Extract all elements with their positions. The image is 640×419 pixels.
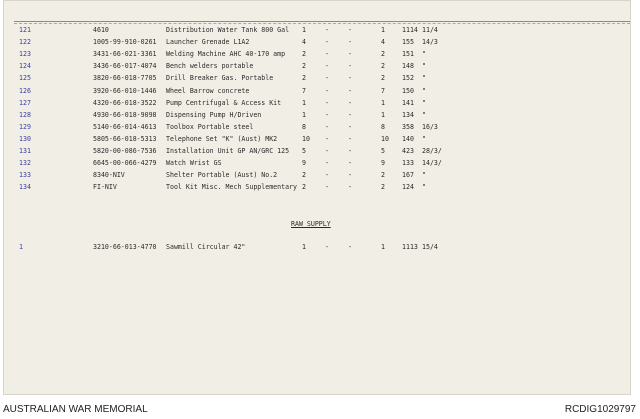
item-number: 121 <box>19 26 31 34</box>
dash-col-2: - <box>348 159 352 168</box>
table-row <box>4 134 632 145</box>
dash-col-2: - <box>348 62 352 71</box>
page-ref: 133 <box>402 159 414 168</box>
date-entry: 14/3 <box>422 38 438 47</box>
stock-number: 1005-99-910-0261 <box>93 38 157 47</box>
stock-number: FI-NIV <box>93 183 117 192</box>
table-row <box>4 122 632 133</box>
footer-record-id: RCDIG1029797 <box>564 404 636 415</box>
date-entry: 16/3 <box>422 122 438 131</box>
page-ref: 423 <box>402 147 414 155</box>
stock-number: 5820-00-086-7536 <box>93 147 157 155</box>
table-row <box>4 49 632 60</box>
page-ref: 152 <box>402 74 414 83</box>
dash-col-2: - <box>348 38 352 47</box>
date-entry: " <box>422 74 426 83</box>
page-ref: 358 <box>402 122 414 131</box>
item-number: 131 <box>19 147 31 155</box>
quantity-held: 1 <box>302 26 306 34</box>
quantity-held: 2 <box>302 74 306 83</box>
stock-number: 3820-66-018-7705 <box>93 74 157 83</box>
table-row <box>4 86 632 97</box>
item-description: Toolbox Portable steel <box>166 122 254 131</box>
quantity-held: 1 <box>302 243 306 251</box>
item-number: 126 <box>19 86 31 95</box>
dash-col-1: - <box>325 122 329 131</box>
page-ref: 134 <box>402 110 414 119</box>
item-description: Wheel Barrow concrete <box>166 86 250 95</box>
dash-col-2: - <box>348 74 352 83</box>
page-ref: 150 <box>402 86 414 95</box>
quantity-total: 7 <box>381 86 385 95</box>
table-row <box>4 146 632 157</box>
item-description: Distribution Water Tank 800 Gal <box>166 26 290 34</box>
dash-col-2: - <box>348 183 352 192</box>
table-row <box>4 73 632 84</box>
dash-col-2: - <box>348 134 352 143</box>
item-description: Shelter Portable (Aust) No.2 <box>166 171 278 180</box>
page-ref: 140 <box>402 134 414 143</box>
quantity-held: 5 <box>302 147 306 155</box>
item-number: 130 <box>19 134 31 143</box>
item-number: 122 <box>19 38 31 47</box>
quantity-total: 2 <box>381 50 385 59</box>
dash-col-1: - <box>325 50 329 59</box>
dash-col-2: - <box>348 171 352 180</box>
quantity-total: 9 <box>381 159 385 168</box>
dash-col-1: - <box>325 243 329 251</box>
date-entry: " <box>422 98 426 107</box>
date-entry: " <box>422 62 426 71</box>
quantity-total: 1 <box>381 26 385 34</box>
footer-institution: AUSTRALIAN WAR MEMORIAL <box>3 404 148 415</box>
quantity-held: 4 <box>302 38 306 47</box>
table-row <box>4 242 632 253</box>
dash-col-1: - <box>325 98 329 107</box>
page-ref: 167 <box>402 171 414 180</box>
section-title: RAW SUPPLY <box>291 220 331 228</box>
quantity-held: 2 <box>302 50 306 59</box>
item-number: 134 <box>19 183 31 192</box>
quantity-held: 8 <box>302 122 306 131</box>
quantity-total: 2 <box>381 74 385 83</box>
item-description: Pump Centrifugal & Access Kit <box>166 98 282 107</box>
dash-col-1: - <box>325 134 329 143</box>
item-number: 129 <box>19 122 31 131</box>
dash-col-2: - <box>348 26 352 34</box>
item-description: Drill Breaker Gas. Portable <box>166 74 274 83</box>
date-entry: " <box>422 183 426 192</box>
quantity-held: 9 <box>302 159 306 168</box>
table-row <box>4 61 632 72</box>
dash-col-1: - <box>325 171 329 180</box>
footer <box>0 402 640 419</box>
item-description: Dispensing Pump H/Driven <box>166 110 262 119</box>
quantity-total: 1 <box>381 243 385 251</box>
item-number: 133 <box>19 171 31 180</box>
dash-col-2: - <box>348 122 352 131</box>
document-page <box>3 0 631 395</box>
item-number: 124 <box>19 62 31 71</box>
quantity-total: 1 <box>381 110 385 119</box>
item-description: Launcher Grenade L1A2 <box>166 38 250 47</box>
item-description: Tool Kit Misc. Mech Supplementary <box>166 183 298 192</box>
dash-col-2: - <box>348 98 352 107</box>
quantity-total: 2 <box>381 171 385 180</box>
quantity-total: 8 <box>381 122 385 131</box>
quantity-held: 2 <box>302 171 306 180</box>
item-number: 125 <box>19 74 31 83</box>
table-row <box>4 182 632 193</box>
item-description: Installation Unit GP AN/GRC 125 <box>166 147 290 155</box>
header-dashed-rule <box>14 23 630 24</box>
item-description: Bench welders portable <box>166 62 254 71</box>
dash-col-2: - <box>348 243 352 251</box>
dash-col-1: - <box>325 159 329 168</box>
table-row <box>4 158 632 169</box>
date-entry: " <box>422 50 426 59</box>
table-row <box>4 37 632 48</box>
stock-number: 5805-66-018-5313 <box>93 134 157 143</box>
dash-col-1: - <box>325 183 329 192</box>
quantity-total: 4 <box>381 38 385 47</box>
quantity-held: 7 <box>302 86 306 95</box>
date-entry: " <box>422 171 426 180</box>
table-row <box>4 25 632 36</box>
stock-number: 6645-00-066-4279 <box>93 159 157 168</box>
page-ref: 148 <box>402 62 414 71</box>
stock-number: 5140-66-014-4613 <box>93 122 157 131</box>
stock-number: 3210-66-013-4770 <box>93 243 157 251</box>
dash-col-1: - <box>325 74 329 83</box>
date-entry: " <box>422 110 426 119</box>
date-entry: 11/4 <box>422 26 438 34</box>
page-ref: 124 <box>402 183 414 192</box>
dash-col-2: - <box>348 50 352 59</box>
page-ref: 1114 <box>402 26 418 34</box>
item-number: 123 <box>19 50 31 59</box>
item-description: Sawmill Circular 42" <box>166 243 246 251</box>
table-row <box>4 98 632 109</box>
stock-number: 4610 <box>93 26 109 34</box>
stock-number: 3436-66-017-4074 <box>93 62 157 71</box>
dash-col-2: - <box>348 86 352 95</box>
item-number: 127 <box>19 98 31 107</box>
dash-col-1: - <box>325 38 329 47</box>
date-entry: " <box>422 134 426 143</box>
item-description: Watch Wrist GS <box>166 159 222 168</box>
quantity-held: 1 <box>302 110 306 119</box>
quantity-total: 2 <box>381 183 385 192</box>
stock-number: 3431-66-021-3361 <box>93 50 157 59</box>
page-ref: 1113 <box>402 243 418 251</box>
table-row <box>4 170 632 181</box>
date-entry: 15/4 <box>422 243 438 251</box>
quantity-total: 2 <box>381 62 385 71</box>
date-entry: " <box>422 86 426 95</box>
dash-col-2: - <box>348 147 352 155</box>
quantity-total: 1 <box>381 98 385 107</box>
quantity-held: 1 <box>302 98 306 107</box>
dash-col-1: - <box>325 62 329 71</box>
quantity-total: 10 <box>381 134 389 143</box>
page-ref: 151 <box>402 50 414 59</box>
dash-col-1: - <box>325 86 329 95</box>
dash-col-1: - <box>325 110 329 119</box>
dash-col-1: - <box>325 26 329 34</box>
dash-col-1: - <box>325 147 329 155</box>
item-description: Telephone Set "K" (Aust) MK2 <box>166 134 278 143</box>
page-ref: 141 <box>402 98 414 107</box>
item-number: 128 <box>19 110 31 119</box>
table-row <box>4 110 632 121</box>
stock-number: 4930-66-018-9098 <box>93 110 157 119</box>
quantity-held: 2 <box>302 183 306 192</box>
date-entry: 28/3/ <box>422 147 442 155</box>
quantity-total: 5 <box>381 147 385 155</box>
date-entry: 14/3/ <box>422 159 442 168</box>
item-description: Welding Machine AHC 40-170 amp <box>166 50 286 59</box>
page-ref: 155 <box>402 38 414 47</box>
stock-number: 3920-66-010-1446 <box>93 86 157 95</box>
dash-col-2: - <box>348 110 352 119</box>
stock-number: 8340-NIV <box>93 171 125 180</box>
stock-number: 4320-66-018-3522 <box>93 98 157 107</box>
item-number: 1 <box>19 243 23 251</box>
item-number: 132 <box>19 159 31 168</box>
quantity-held: 2 <box>302 62 306 71</box>
header-rule <box>14 21 630 22</box>
quantity-held: 10 <box>302 134 310 143</box>
